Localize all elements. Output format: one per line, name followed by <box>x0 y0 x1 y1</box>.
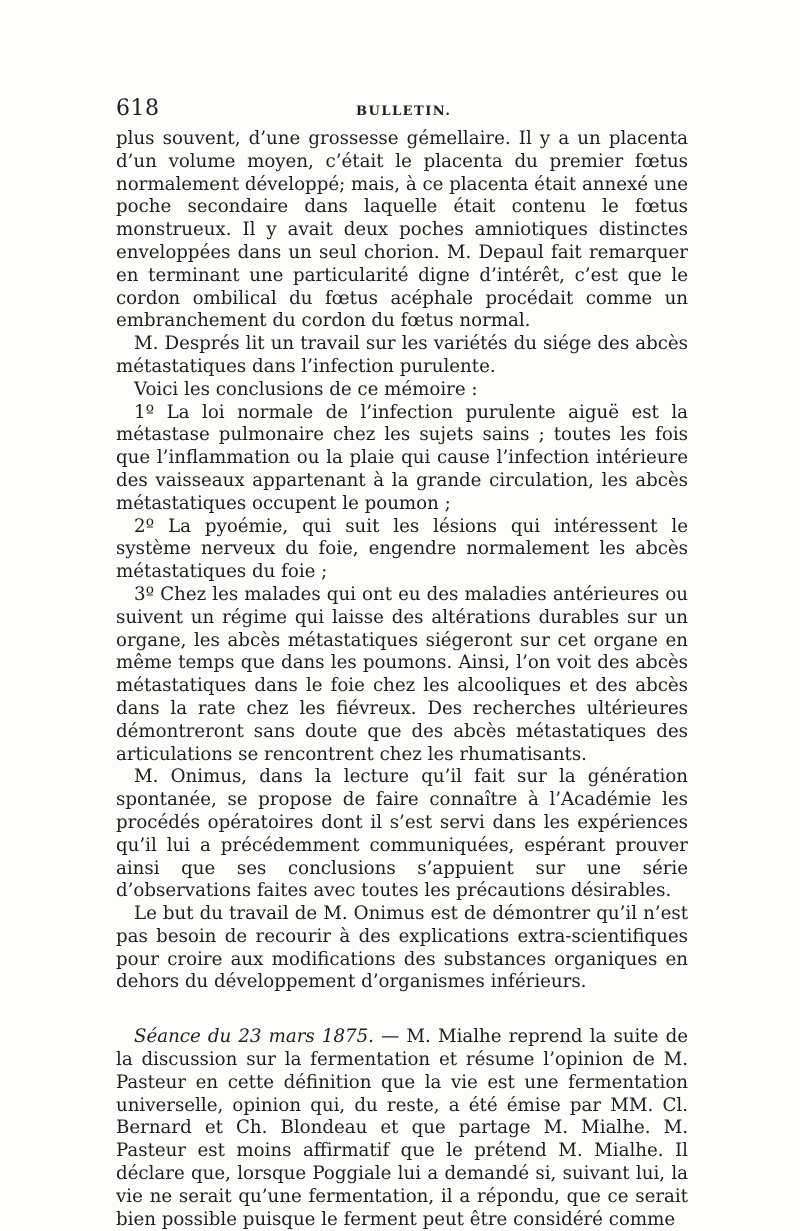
paragraph-conclusions-intro: Voici les conclusions de ce mémoire : <box>134 378 478 400</box>
page-header <box>116 96 688 126</box>
session-text: — M. Mialhe reprend la suite de la discussion sur la fermentation et résume l’opinion de M. Pasteur en cette définition que la vie est une fermentation universelle, opinion qui, du reste, a été émise par MM. Cl. Bernard et Ch. Blondeau et que partage M. Mialhe. M. Pasteur est moins affirmatif que le prétend M. Mialhe. Il déclare que, lorsque Poggiale lui a demandé si, suivant lui, la vie ne serait qu’une fermentation, il a répondu, que ce serait bien possible puisque le ferment peut être considéré comme <box>116 1026 688 1230</box>
paragraph-despres: M. Després lit un travail sur les variétés du siége des abcès métastatiques dans l’infection purulente. <box>116 333 688 377</box>
page-number: 618 <box>116 96 160 121</box>
paragraph-continuation: plus souvent, d’une grossesse gémellaire. Il y a un placenta d’un volume moyen, c’était le placenta du premier fœtus normalement développé; mais, à ce placenta était annexé une poche secondaire dans laquelle était contenu le fœtus monstrueux. Il y avait deux poches amniotiques distinctes enveloppées dans un seul chorion. M. Depaul fait remarquer en terminant une particularité digne d’intérêt, c’est que le cordon ombilical du fœtus acéphale procédait comme un embranchement du cordon du fœtus normal. <box>116 128 688 332</box>
running-head: BULLETIN. <box>356 104 452 119</box>
paragraph-onimus: M. Onimus, dans la lecture qu’il fait sur la génération spontanée, se propose de faire connaître à l’Académie les procédés opératoires dont il s’est servi dans les expériences qu’il lui a précédemment communiquées, espérant prouver ainsi que ses conclusions s’appuient sur une série d’observations faites avec toutes les précautions désirables. <box>116 766 688 902</box>
paragraph-session <box>116 1026 688 1231</box>
session-date: Séance du 23 mars 1875. <box>134 1026 374 1048</box>
paragraph-conclusion-3: 3º Chez les malades qui ont eu des maladies antérieures ou suivent un régime qui laisse des altérations durables sur un organe, les abcès métastatiques siégeront sur cet organe en même temps que dans les poumons. Ainsi, l’on voit des abcès métastatiques dans le foie chez les alcooliques et des abcès dans la rate chez les fiévreux. Des recherches ultérieures démontreront sans doute que des abcès métastatiques des articulations se rencontrent chez les rhumatisants. <box>116 583 688 765</box>
body-text <box>116 128 688 1231</box>
section-gap <box>116 994 688 1026</box>
paragraph-onimus-goal: Le but du travail de M. Onimus est de démontrer qu’il n’est pas besoin de recourir à des explications extra-scientifiques pour croire aux modifications des substances organiques en dehors du développement d’organismes inférieurs. <box>116 903 688 993</box>
paragraph-conclusion-1: 1º La loi normale de l’infection purulente aiguë est la métastase pulmonaire chez les sujets sains ; toutes les fois que l’inflammation ou la plaie qui cause l’infection intérieure des vaisseaux appartenant à la grande circulation, les abcès métastatiques occupent le poumon ; <box>116 401 688 514</box>
paragraph-conclusion-2: 2º La pyoémie, qui suit les lésions qui intéressent le système nerveux du foie, engendre normalement les abcès métastatiques du foie ; <box>116 515 688 583</box>
